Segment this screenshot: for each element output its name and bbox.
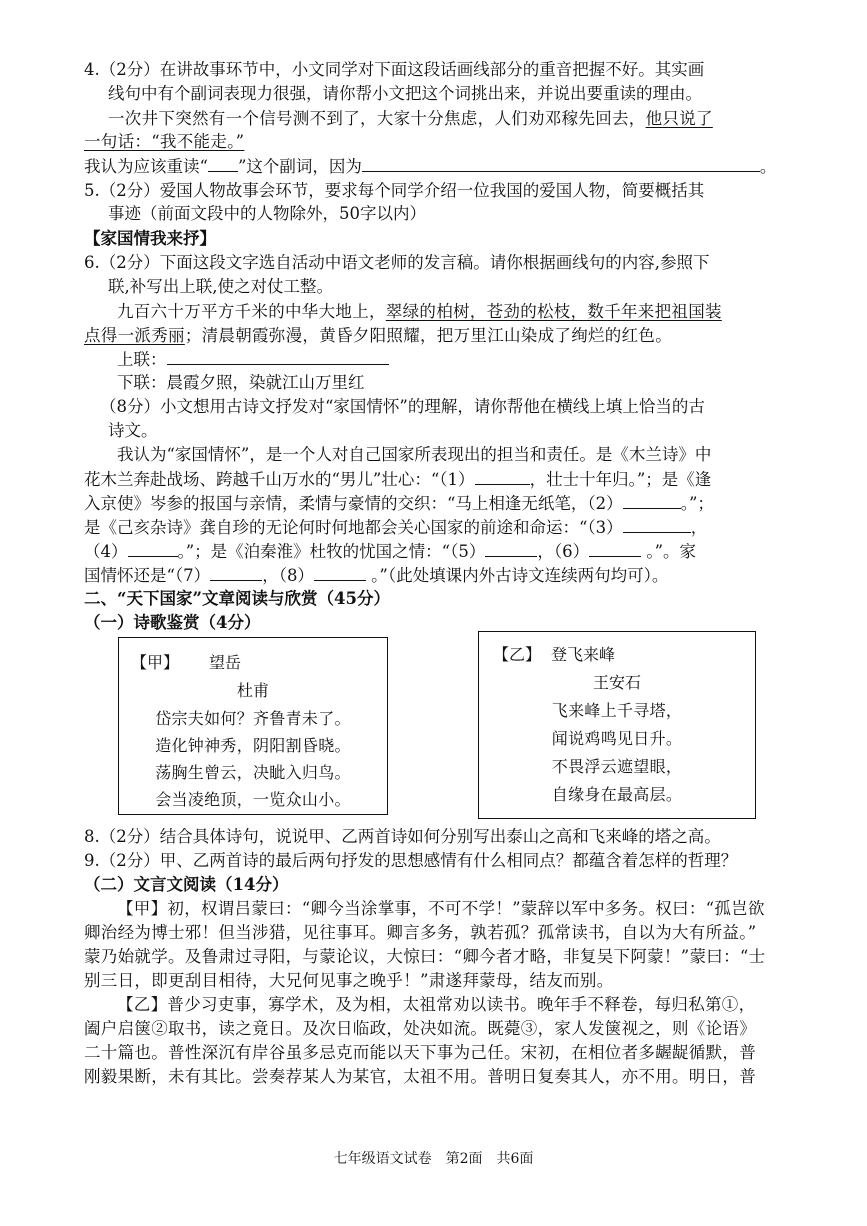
q7-line3: 我认为“家国情怀”，是一个人对自己国家所表现出的担当和责任。是《木兰诗》中 — [117, 445, 712, 464]
blank-6[interactable] — [589, 540, 641, 557]
poem-a-title: 望岳 — [209, 653, 242, 672]
passage-b-line: 刚毅果断，未有其比。尝奏荐某人为某官，太祖不用。普明日复奏其人，亦不用。明日，普 — [84, 1067, 756, 1086]
q4-passage: 一次井下突然有一个信号测不到了，大家十分焦虑，人们劝邓稼先回去， — [108, 109, 646, 128]
q7-text: （4） — [84, 542, 128, 561]
q6-shanglian — [117, 348, 389, 371]
poem-b-line: 不畏浮云遮望眼， — [551, 757, 683, 776]
q4-line4 — [84, 131, 244, 153]
q7-line6 — [84, 516, 707, 539]
poem-a-author: 杜甫 — [236, 681, 269, 700]
q7-line4 — [84, 468, 711, 491]
q7-text: 。”。家 — [641, 542, 697, 561]
passage-a-line: 蒙乃始就学。及鲁肃过寻阳，与蒙论议，大惊曰：“卿今者才略，非复吴下阿蒙！”蒙曰：“士 — [84, 947, 766, 966]
poem-b-title: 登飞来峰 — [551, 645, 616, 664]
shanglian-label: 上联： — [117, 350, 167, 369]
q5-line1: 5.（2分）爱国人物故事会环节，要求每个同学介绍一位我国的爱国人物，简要概括其 — [84, 181, 705, 200]
part2-heading: 二、“天下国家”文章阅读与欣赏（45分） — [84, 589, 390, 608]
q6-line4 — [84, 325, 672, 347]
q7-line1: （8分）小文想用古诗文抒发对“家国情怀”的理解，请你帮他在横线上填上恰当的古 — [100, 397, 705, 416]
q7-text: ，（8） — [262, 566, 314, 585]
blank-4[interactable] — [128, 540, 178, 557]
poem-b-line: 飞来峰上千寻塔， — [551, 701, 683, 720]
poem-a-line: 岱宗夫如何？齐鲁青未了。 — [155, 709, 351, 728]
q4-underlined-text: 他只说了 — [645, 109, 713, 128]
passage-b-line: 阖户启箧②取书，读之竟日。及次日临政，处决如流。既薨③，家人发箧视之，则《论语》 — [84, 1019, 756, 1038]
q7-text: 。”； — [680, 494, 714, 513]
q6-line2: 联,补写出上联,使之对仗工整。 — [108, 277, 333, 296]
blank-3[interactable] — [623, 516, 691, 533]
section-jiaguo-heading: 【家国情我来抒】 — [84, 229, 216, 248]
q7-line5 — [84, 492, 714, 515]
q7-text: 入京使》岑参的报国与亲情，柔情与豪情的交织：“马上相逢无纸笔，（2） — [84, 494, 623, 513]
blank-5[interactable] — [485, 540, 537, 557]
q4-answer-mid: ”这个副词，因为 — [237, 157, 362, 176]
blank-1[interactable] — [475, 468, 530, 485]
q4-answer-line — [84, 155, 776, 178]
poem-a-line: 造化钟神秀，阴阳割昏晓。 — [155, 736, 351, 755]
q4-underlined-quote: 一句话：“我不能走。” — [84, 132, 245, 151]
shanglian-blank[interactable] — [167, 348, 389, 365]
q7-line7 — [84, 540, 696, 563]
blank-7[interactable] — [210, 564, 262, 581]
passage-a-line: 别三日，即更刮目相待，大兄何见事之晚乎！”肃遂拜蒙母，结友而别。 — [84, 971, 614, 990]
q7-text: ， — [690, 518, 708, 537]
q9: 9.（2分）甲、乙两首诗的最后两句抒发的思想感情有什么相同点？都蕴含着怎样的哲理？ — [84, 851, 738, 870]
poem-a-box — [118, 637, 388, 815]
q7-text: 国情怀还是“（7） — [84, 566, 211, 585]
blank-8[interactable] — [314, 564, 366, 581]
q6-passage-end: ；清晨朝霞弥漫，黄昏夕阳照耀，把万里江山染成了绚烂的红色。 — [184, 326, 673, 345]
blank-2[interactable] — [623, 492, 681, 509]
q6-underlined-text: 翠绿的柏树，苍劲的松枝，数千年来把祖国装 — [385, 302, 722, 321]
q7-text: 花木兰奔赴战场、跨越千山万水的“男儿”壮心：“（1） — [84, 470, 475, 489]
q6-passage: 九百六十万平方千米的中华大地上， — [117, 302, 386, 321]
classical-heading: （二）文言文阅读（14分） — [84, 875, 289, 894]
poem-b-line: 闻说鸡鸣见日升。 — [551, 729, 683, 748]
q6-line1: 6.（2分）下面这段文字选自活动中语文老师的发言稿。请你根据画线句的内容,参照下 — [84, 253, 710, 272]
poetry-heading: （一）诗歌鉴赏（4分） — [84, 613, 261, 632]
poem-b-line: 自缘身在最高层。 — [551, 785, 683, 804]
q7-line2: 诗文。 — [108, 421, 158, 440]
q7-text: ，壮士十年归。”；是《逢 — [529, 470, 712, 489]
q4-line2: 线句中有个副词表现力很强，请你帮小文把这个词挑出来，并说出要重读的理由。 — [108, 84, 702, 103]
q4-line3 — [108, 108, 713, 130]
poem-b-box — [478, 631, 756, 819]
q6-line3 — [117, 301, 722, 323]
q6-xialian: 下联：晨霞夕照，染就江山万里红 — [117, 373, 365, 392]
passage-a-line: 卿治经为博士邪！但当涉猎，见往事耳。卿言多务，孰若孤？孤常读书，自以为大有所益。” — [84, 923, 757, 942]
poem-a-tag: 【甲】 — [131, 653, 180, 672]
passage-b-line: 二十篇也。普性深沉有岸谷虽多忌克而能以天下事为己任。宋初，在相位者多龌龊循默，普 — [84, 1043, 756, 1062]
poem-b-author: 王安石 — [592, 673, 641, 692]
poem-a-line: 荡胸生曾云，决眦入归鸟。 — [155, 763, 351, 782]
q7-line8 — [84, 564, 668, 587]
q4-answer-end: 。 — [759, 157, 777, 176]
q4-reason-blank[interactable] — [362, 155, 760, 172]
q8: 8.（2分）结合具体诗句，说说甲、乙两首诗如何分别写出泰山之高和飞来峰的塔之高。 — [84, 827, 721, 846]
q4-line1: 4.（2分）在讲故事环节中，小文同学对下面这段话画线部分的重音把握不好。其实画 — [84, 60, 705, 79]
poem-a-line: 会当凌绝顶，一览众山小。 — [155, 790, 351, 809]
poem-b-tag: 【乙】 — [493, 645, 542, 664]
q5-line2: 事迹（前面文段中的人物除外，50字以内） — [108, 204, 426, 223]
q7-text: ，（6） — [537, 542, 590, 561]
q4-word-blank[interactable] — [208, 155, 238, 172]
q6-underlined-end: 点得一派秀丽 — [84, 326, 185, 345]
q4-answer-prefix: 我认为应该重读“ — [84, 157, 208, 176]
page-footer: 七年级语文试卷 第2面 共6面 — [333, 1151, 534, 1167]
q7-text: 。”（此处填课内外古诗文连续两句均可）。 — [365, 566, 669, 585]
passage-a-line: 【甲】初，权谓吕蒙曰：“卿今当涂掌事，不可不学！”蒙辞以军中多务。权曰：“孤岂欲 — [117, 899, 765, 918]
passage-b-line: 【乙】普少习吏事，寡学术，及为相，太祖常劝以读书。晚年手不释卷，每归私第①， — [117, 995, 756, 1014]
q7-text: 是《己亥杂诗》龚自珍的无论何时何地都会关心国家的前途和命运：“（3） — [84, 518, 623, 537]
q7-text: 。”；是《泊秦淮》杜牧的忧国之情：“（5） — [177, 542, 486, 561]
